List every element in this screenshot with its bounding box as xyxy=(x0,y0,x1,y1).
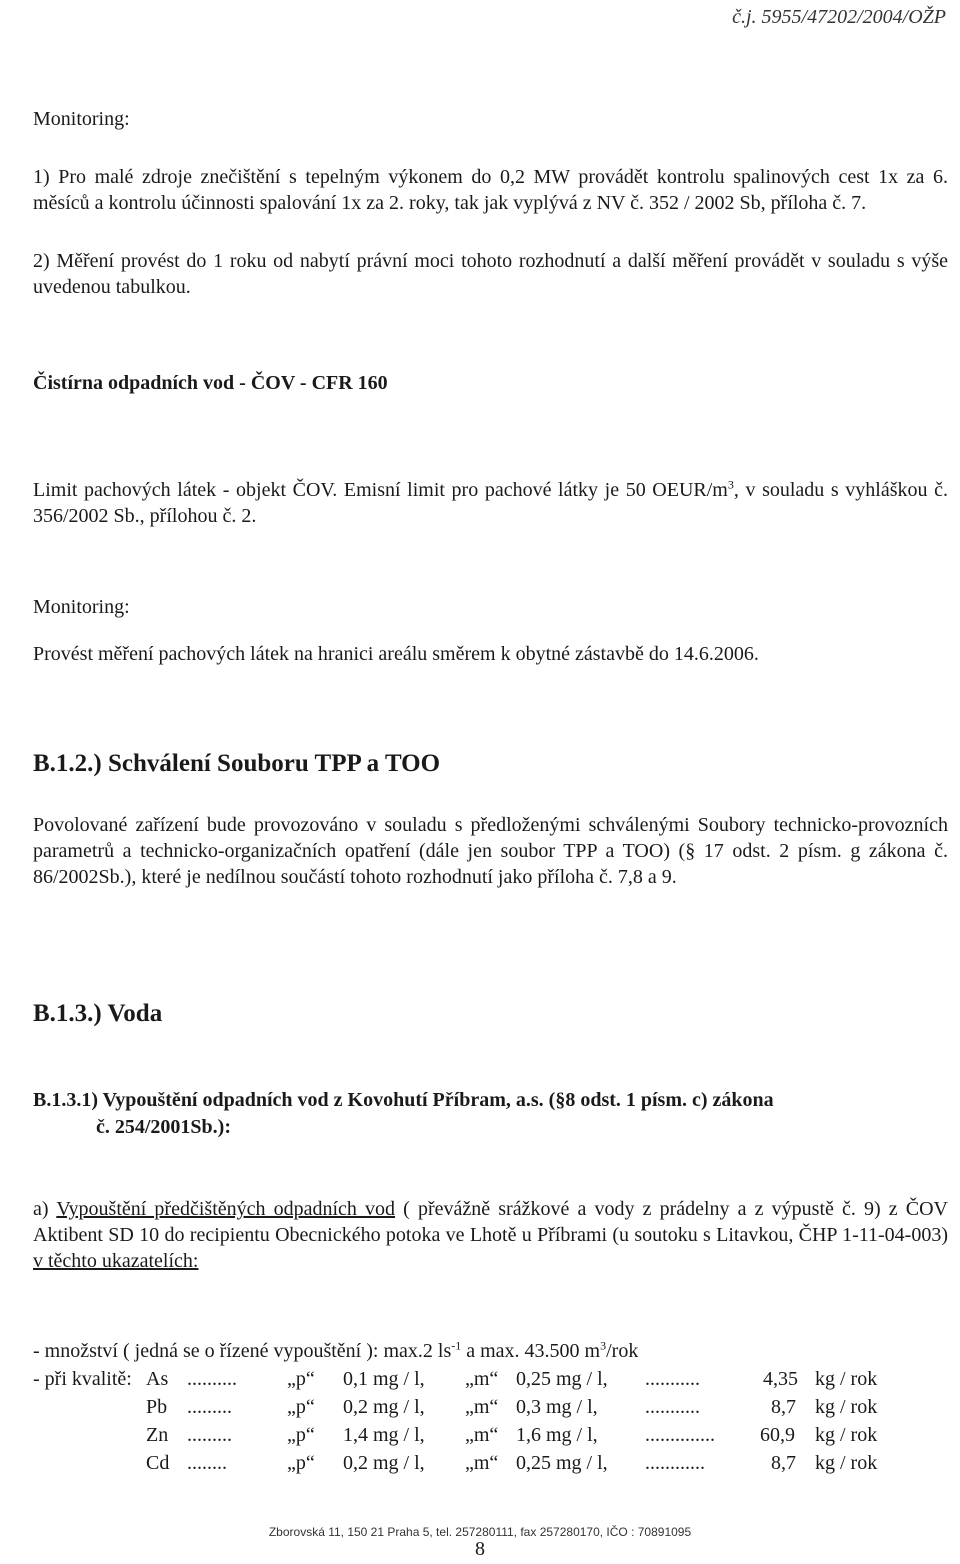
quantity-sup-1: -1 xyxy=(451,1338,462,1353)
section-b131-heading-line2: č. 254/2001Sb.): xyxy=(96,1116,231,1138)
quality-p-value: 1,4 mg / l, xyxy=(343,1424,425,1446)
quality-m-label: „m“ xyxy=(465,1396,499,1418)
quality-dots-2: ........... xyxy=(645,1368,700,1390)
quality-p-label: „p“ xyxy=(287,1424,315,1446)
quality-unit: kg / rok xyxy=(815,1368,878,1390)
cov-limit-paragraph xyxy=(33,477,948,529)
quality-dots-2: .............. xyxy=(645,1424,715,1446)
quality-dots-2: ............ xyxy=(645,1452,705,1474)
quality-m-value: 1,6 mg / l, xyxy=(516,1424,598,1446)
quality-p-label: „p“ xyxy=(287,1396,315,1418)
quality-dots-2: ........... xyxy=(645,1396,700,1418)
document-reference: č.j. 5955/47202/2004/OŽP xyxy=(732,6,946,28)
quality-dots: ......... xyxy=(187,1396,232,1418)
quality-unit: kg / rok xyxy=(815,1452,878,1474)
quality-unit: kg / rok xyxy=(815,1424,878,1446)
item-a-paragraph xyxy=(33,1196,948,1274)
quality-row xyxy=(33,1450,933,1476)
quality-p-label: „p“ xyxy=(287,1452,315,1474)
quality-amount: 4,35 xyxy=(763,1368,798,1390)
quality-p-value: 0,2 mg / l, xyxy=(343,1452,425,1474)
quality-row xyxy=(33,1394,933,1420)
item-a-tail: v těchto ukazatelích: xyxy=(33,1250,199,1272)
quality-m-label: „m“ xyxy=(465,1452,499,1474)
quality-row xyxy=(33,1366,933,1392)
section-b12-text: Povolované zařízení bude provozováno v souladu s předloženými schválenými Soubory technicko-provozních parametrů a technicko-organizačních opatření (dále jen soubor TPP a TOO) (§ 17 odst. 2 písm. g zákona č. 86/2002Sb.), které je nedílnou součástí tohoto rozhodnutí jako příloha č. 7,8 a 9. xyxy=(33,814,948,888)
item-a-text: ( převážně srážkové a vody z prádelny a z výpustě č. 9) z ČOV Aktibent SD 10 do recipientu Obecnického potoka ve Lhotě u Příbrami (u soutoku s Litavkou, ČHP 1-11-04-003) xyxy=(33,1198,949,1246)
quality-dots: .......... xyxy=(187,1368,237,1390)
cov-monitoring-label: Monitoring: xyxy=(33,596,130,618)
quality-amount: 60,9 xyxy=(760,1424,795,1446)
cov-heading: Čistírna odpadních vod - ČOV - CFR 160 xyxy=(33,372,388,394)
quality-amount: 8,7 xyxy=(771,1452,796,1474)
quantity-text-a: - množství ( jedná se o řízené vypouštění ): max.2 ls xyxy=(33,1340,452,1362)
section-b13-heading: B.1.3.) Voda xyxy=(33,1000,163,1027)
quality-p-label: „p“ xyxy=(287,1368,315,1390)
quality-m-value: 0,25 mg / l, xyxy=(516,1368,608,1390)
quality-element: Zn xyxy=(146,1424,169,1446)
quality-m-value: 0,3 mg / l, xyxy=(516,1396,598,1418)
quantity-sup-2: 3 xyxy=(600,1338,607,1353)
footer-address: Zborovská 11, 150 21 Praha 5, tel. 257280111, fax 257280170, IČO : 70891095 xyxy=(268,1525,692,1539)
quality-element: As xyxy=(146,1368,169,1390)
item-a-prefix: a) xyxy=(33,1198,57,1220)
item-a-title: Vypouštění předčištěných odpadních vod xyxy=(56,1198,396,1220)
quantity-text-b: a max. 43.500 m xyxy=(461,1340,601,1362)
quantity-text-c: /rok xyxy=(606,1340,639,1362)
quality-amount: 8,7 xyxy=(771,1396,796,1418)
section-b131-heading-line1: B.1.3.1) Vypouštění odpadních vod z Kovohutí Příbram, a.s. (§8 odst. 1 písm. c) zákona xyxy=(33,1089,774,1111)
quality-p-value: 0,2 mg / l, xyxy=(343,1396,425,1418)
quality-p-value: 0,1 mg / l, xyxy=(343,1368,425,1390)
page-number: 8 xyxy=(475,1538,485,1560)
monitoring-item-2: 2) Měření provést do 1 roku od nabytí právní moci tohoto rozhodnutí a další měření provádět v souladu s výše uvedenou tabulkou. xyxy=(33,250,948,298)
quality-m-value: 0,25 mg / l, xyxy=(516,1452,608,1474)
cov-limit-text-a: Limit pachových látek - objekt ČOV. Emisní limit pro pachové látky je 50 OEUR/m xyxy=(33,479,728,501)
quality-unit: kg / rok xyxy=(815,1396,878,1418)
quality-row xyxy=(33,1422,933,1448)
quality-prefix: - při kvalitě: xyxy=(33,1368,132,1390)
quality-m-label: „m“ xyxy=(465,1368,499,1390)
quality-dots: ......... xyxy=(187,1424,232,1446)
monitoring-label: Monitoring: xyxy=(33,108,130,130)
cov-limit-sup: 3 xyxy=(727,477,734,492)
quantity-line xyxy=(33,1338,638,1364)
section-b12-heading: B.1.2.) Schválení Souboru TPP a TOO xyxy=(33,750,441,777)
quality-element: Pb xyxy=(146,1396,168,1418)
quality-dots: ........ xyxy=(187,1452,227,1474)
cov-monitoring-text: Provést měření pachových látek na hranici areálu směrem k obytné zástavbě do 14.6.2006. xyxy=(33,643,759,665)
quality-m-label: „m“ xyxy=(465,1424,499,1446)
cov-limit-text-b: , v souladu s vyhláškou č. 356/2002 Sb., přílohou č. 2. xyxy=(33,479,949,527)
quality-element: Cd xyxy=(146,1452,170,1474)
monitoring-item-1: 1) Pro malé zdroje znečištění s tepelným výkonem do 0,2 MW provádět kontrolu spalinových cest 1x za 6. měsíců a kontrolu účinnosti spalování 1x za 2. roky, tak jak vyplývá z NV č. 352 / 2002 Sb, příloha č. 7. xyxy=(33,166,948,214)
